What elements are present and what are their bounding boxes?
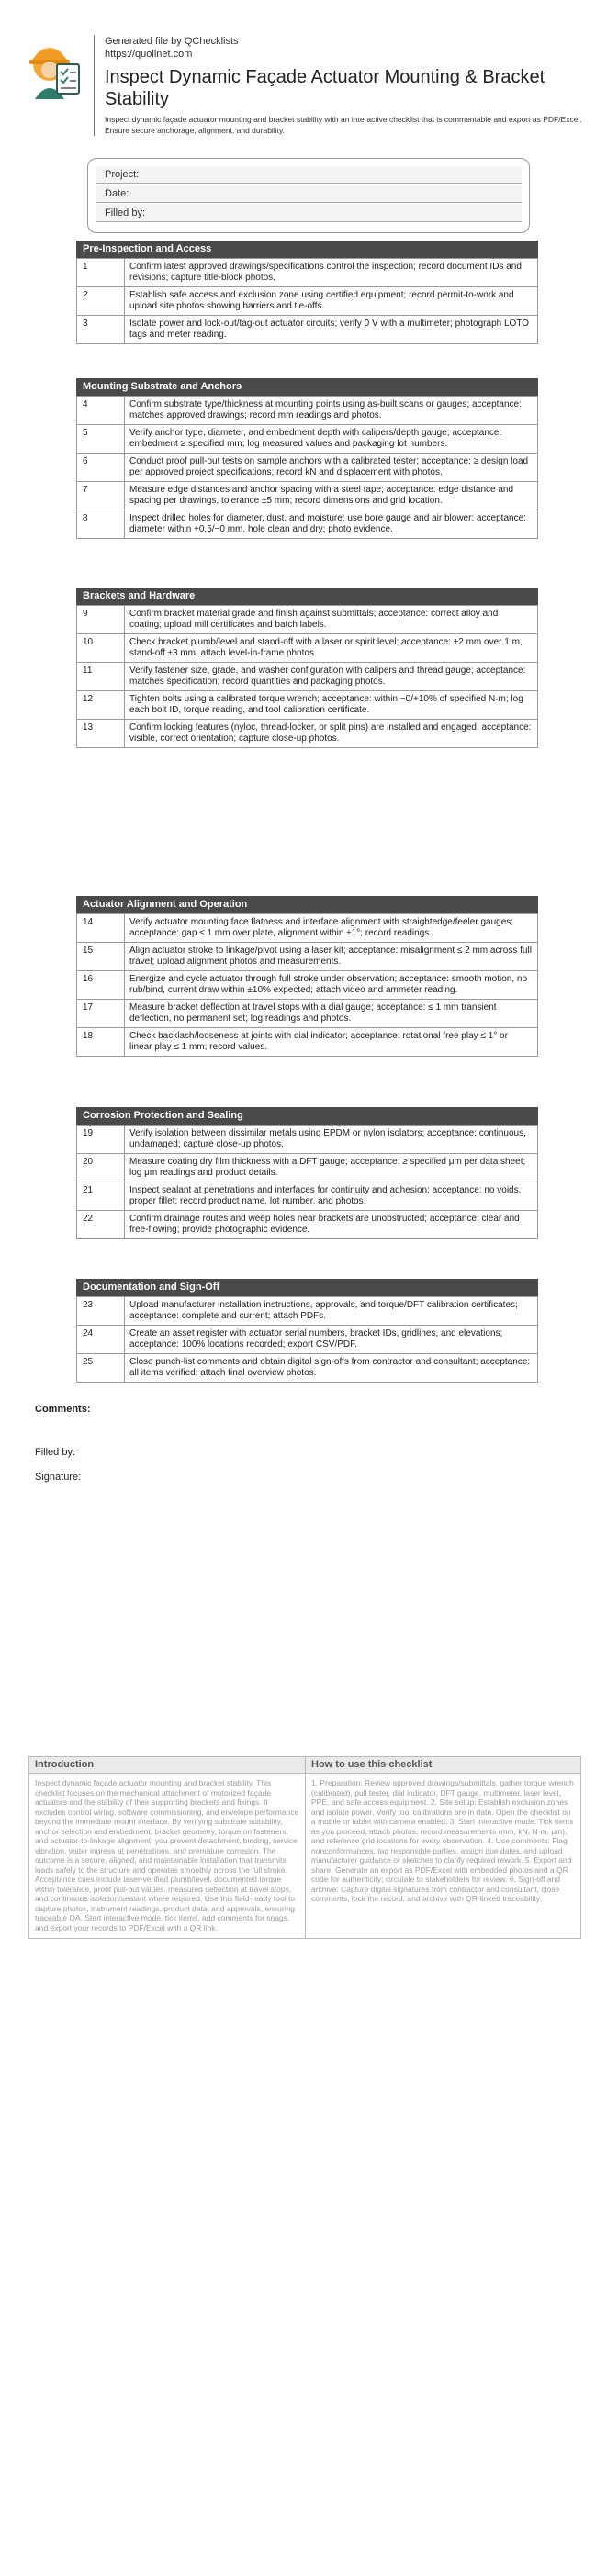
item-number: 17 xyxy=(77,1000,125,1028)
section-title: Actuator Alignment and Operation xyxy=(76,896,538,913)
checklist-table xyxy=(76,605,538,748)
table-row[interactable] xyxy=(77,1211,538,1239)
table-row[interactable] xyxy=(77,1126,538,1154)
item-number: 14 xyxy=(77,914,125,943)
section-title: Mounting Substrate and Anchors xyxy=(76,378,538,396)
info-panel xyxy=(28,1756,581,1939)
page-subtitle: Inspect dynamic façade actuator mounting and bracket stability with an interactive checklist that is commentable and export as PDF/Excel. Ensure secure anchorage, alignment, and durability. xyxy=(105,115,582,135)
table-row[interactable] xyxy=(77,397,538,425)
item-number: 25 xyxy=(77,1354,125,1383)
table-row[interactable] xyxy=(77,482,538,510)
item-text: Measure coating dry film thickness with a DFT gauge; acceptance: ≥ specified μm per data sheet; log μm readings and product details. xyxy=(125,1154,538,1182)
checklist-table xyxy=(76,396,538,539)
item-number: 7 xyxy=(77,482,125,510)
table-row[interactable] xyxy=(77,425,538,454)
project-info-box xyxy=(87,158,530,233)
item-number: 16 xyxy=(77,971,125,1000)
table-row[interactable] xyxy=(77,510,538,539)
item-number: 22 xyxy=(77,1211,125,1239)
checklist-table xyxy=(76,1296,538,1383)
item-text: Confirm latest approved drawings/specifications control the inspection; record document IDs and revisions; capture title-block photos. xyxy=(125,259,538,287)
item-text: Confirm substrate type/thickness at mounting points using as-built scans or gauges; acceptance: matches approved drawings; record mm readings and photos. xyxy=(125,397,538,425)
table-row[interactable] xyxy=(77,1000,538,1028)
item-text: Close punch-list comments and obtain digital sign-offs from contractor and consultant; acceptance: all items verified; attach final overview photos. xyxy=(125,1354,538,1383)
item-number: 6 xyxy=(77,454,125,482)
section-brackets-hardware xyxy=(76,588,538,748)
item-number: 23 xyxy=(77,1297,125,1326)
item-text: Check backlash/looseness at joints with dial indicator; acceptance: rotational free play ≤ 1° or linear play ≤ 1 mm; record values. xyxy=(125,1028,538,1057)
item-number: 11 xyxy=(77,663,125,691)
section-title: Documentation and Sign-Off xyxy=(76,1279,538,1296)
table-row[interactable] xyxy=(77,454,538,482)
table-row[interactable] xyxy=(77,1326,538,1354)
item-number: 21 xyxy=(77,1182,125,1211)
section-documentation-signoff xyxy=(76,1279,538,1383)
item-text: Confirm drainage routes and weep holes near brackets are unobstructed; acceptance: clear and free-flowing; provide photographic evidence. xyxy=(125,1211,538,1239)
item-number: 13 xyxy=(77,720,125,748)
item-text: Measure bracket deflection at travel stops with a dial gauge; acceptance: ≤ 1 mm transient deflection, no permanent set; log readings and photos. xyxy=(125,1000,538,1028)
item-number: 9 xyxy=(77,606,125,634)
filled-by-field[interactable]: Filled by: xyxy=(96,205,522,222)
item-text: Establish safe access and exclusion zone using certified equipment; record permit-to-work and upload site photos showing barriers and tie-offs. xyxy=(125,287,538,316)
page-title: Inspect Dynamic Façade Actuator Mounting & Bracket Stability xyxy=(105,67,545,109)
item-text: Confirm locking features (nyloc, thread-locker, or split pins) are installed and engaged; acceptance: visible, correct orientation; capture close-up photos. xyxy=(125,720,538,748)
table-row[interactable] xyxy=(77,259,538,287)
checklist-table xyxy=(76,913,538,1057)
generated-by-text: Generated file by QChecklists xyxy=(105,36,239,47)
source-url[interactable]: https://quollnet.com xyxy=(105,49,193,60)
table-row[interactable] xyxy=(77,691,538,720)
item-text: Measure edge distances and anchor spacing with a steel tape; acceptance: edge distance and spacing per drawings, tolerance ±5 mm; record dimensions and grid location. xyxy=(125,482,538,510)
table-row[interactable] xyxy=(77,287,538,316)
date-field[interactable]: Date: xyxy=(96,185,522,203)
section-mounting-substrate xyxy=(76,378,538,539)
item-text: Upload manufacturer installation instructions, approvals, and torque/DFT calibration certificates; acceptance: complete and current; attach PDFs. xyxy=(125,1297,538,1326)
item-text: Conduct proof pull-out tests on sample anchors with a calibrated tester; acceptance: ≥ design load per approved project specifications; record kN and displacement with photos. xyxy=(125,454,538,482)
item-text: Confirm bracket material grade and finish against submittals; acceptance: correct alloy and coating; upload mill certificates and batch labels. xyxy=(125,606,538,634)
how-to-text: 1. Preparation: Review approved drawings/submittals, gather torque wrench (calibrated), pull tester, dial indicator, DFT gauge, multimeter, laser level, PPE, and safe access equipment. 2. Site setup: Establish exclusion zones and isolate power. Verify tool calibrations are in date. Open the checklist on a mobile or tablet with camera enabled. 3. Start interactive mode: Tick items as you proceed, attach photos, record measurements (mm, kN, N·m, μm), and reference grid locations for every observation. 4. Use comments: Flag nonconformances, tag responsible parties, assign due dates, and upload manufacturer guidance or sketches to clarify required rework. 5. Export and share: Generate an export as PDF/Excel with embedded photos and a QR code for authenticity; circulate to stakeholders for review. 6. Sign-off and archive: Capture digital signatures from contractor and consultant, close comments, lock the record, and archive with QR-linked traceability. xyxy=(311,1778,574,1903)
generator-info xyxy=(105,35,239,61)
table-row[interactable] xyxy=(77,943,538,971)
inspector-checklist-logo-icon xyxy=(29,37,86,99)
item-number: 2 xyxy=(77,287,125,316)
item-text: Verify anchor type, diameter, and embedment depth with calipers/depth gauge; acceptance: embedment ≥ specified mm; log measured values and packaging lot numbers. xyxy=(125,425,538,454)
introduction-title: Introduction xyxy=(29,1757,305,1774)
item-number: 19 xyxy=(77,1126,125,1154)
item-number: 5 xyxy=(77,425,125,454)
item-number: 4 xyxy=(77,397,125,425)
table-row[interactable] xyxy=(77,606,538,634)
item-number: 15 xyxy=(77,943,125,971)
item-number: 3 xyxy=(77,316,125,344)
checklist-table xyxy=(76,1125,538,1239)
item-number: 20 xyxy=(77,1154,125,1182)
item-text: Verify isolation between dissimilar metals using EPDM or nylon isolators; acceptance: continuous, undamaged; capture close-up photos. xyxy=(125,1126,538,1154)
section-title: Corrosion Protection and Sealing xyxy=(76,1107,538,1125)
checklist-table xyxy=(76,258,538,344)
project-field[interactable]: Project: xyxy=(96,166,522,184)
item-number: 18 xyxy=(77,1028,125,1057)
section-actuator-alignment xyxy=(76,896,538,1057)
item-text: Verify fastener size, grade, and washer configuration with calipers and thread gauge; acceptance: matches specification; record quantities and packaging photos. xyxy=(125,663,538,691)
section-pre-inspection xyxy=(76,241,538,344)
table-row[interactable] xyxy=(77,1354,538,1383)
table-row[interactable] xyxy=(77,1028,538,1057)
header-divider xyxy=(94,35,95,136)
comments-label: Comments: xyxy=(35,1404,91,1415)
item-text: Verify actuator mounting face flatness and interface alignment with straightedge/feeler gauges; acceptance: gap ≤ 1 mm over plate, alignment within ±1°; record readings. xyxy=(125,914,538,943)
item-text: Isolate power and lock-out/tag-out actuator circuits; verify 0 V with a multimeter; photograph LOTO tags and meter reading. xyxy=(125,316,538,344)
item-number: 8 xyxy=(77,510,125,539)
table-row[interactable] xyxy=(77,1182,538,1211)
table-row[interactable] xyxy=(77,720,538,748)
table-row[interactable] xyxy=(77,914,538,943)
section-title: Brackets and Hardware xyxy=(76,588,538,605)
table-row[interactable] xyxy=(77,663,538,691)
item-number: 1 xyxy=(77,259,125,287)
table-row[interactable] xyxy=(77,971,538,1000)
page-header xyxy=(29,35,580,145)
table-row[interactable] xyxy=(77,1297,538,1326)
item-number: 10 xyxy=(77,634,125,663)
item-text: Tighten bolts using a calibrated torque wrench; acceptance: within −0/+10% of specified N·m; log each bolt ID, torque reading, and tool calibration certificate. xyxy=(125,691,538,720)
section-title: Pre-Inspection and Access xyxy=(76,241,538,258)
how-to-title: How to use this checklist xyxy=(306,1757,580,1774)
table-row[interactable] xyxy=(77,634,538,663)
introduction-column xyxy=(29,1757,305,1938)
introduction-text: Inspect dynamic façade actuator mounting and bracket stability. This checklist focuses on the mechanical attachment of motorized façade actuators and the stability of their supporting brackets and fixings. It excludes control wiring, software commissioning, and envelope performance beyond the immediate mount interface. By verifying substrate suitability, anchor selection and embedment, bracket geometry, torque on fasteners, and actuator-to-linkage alignment, you prevent detachment, binding, service vibration, water ingress at penetrations, and premature corrosion. The outcome is a secure, aligned, and maintainable installation that transmits loads safely to the structure and operates smoothly across the full stroke. Acceptance cues include laser-verified plumb/level, documented torque within tolerance, proof pull-out values, measured deflection at travel stops, and continuous isolation/sealant where required. Use this field-ready tool to capture photos, instrument readings, product data, and approvals, ensuring traceable QA. Start interactive mode, tick items, add comments for snags, and export your records to PDF/Excel with a QR link. xyxy=(35,1778,299,1932)
item-text: Energize and cycle actuator through full stroke under observation; acceptance: smooth motion, no rub/bind, current draw within ±10% expected; attach video and ammeter reading. xyxy=(125,971,538,1000)
item-text: Inspect sealant at penetrations and interfaces for continuity and adhesion; acceptance: no voids, proper fillet; record product name, lot number, and photos. xyxy=(125,1182,538,1211)
filled-by-label: Filled by: xyxy=(35,1447,76,1458)
table-row[interactable] xyxy=(77,316,538,344)
item-text: Inspect drilled holes for diameter, dust, and moisture; use bore gauge and air blower; acceptance: diameter within +0.5/−0 mm, hole clean and dry; photo evidence. xyxy=(125,510,538,539)
how-to-column xyxy=(305,1757,580,1938)
item-text: Create an asset register with actuator serial numbers, bracket IDs, gridlines, and elevations; acceptance: 100% locations recorded; export CSV/PDF. xyxy=(125,1326,538,1354)
section-corrosion-protection xyxy=(76,1107,538,1239)
table-row[interactable] xyxy=(77,1154,538,1182)
item-number: 12 xyxy=(77,691,125,720)
item-number: 24 xyxy=(77,1326,125,1354)
item-text: Align actuator stroke to linkage/pivot using a laser kit; acceptance: misalignment ≤ 2 mm across full travel; upload alignment photos and measurements. xyxy=(125,943,538,971)
signature-label: Signature: xyxy=(35,1472,82,1483)
item-text: Check bracket plumb/level and stand-off with a laser or spirit level; acceptance: ±2 mm over 1 m, stand-off ±3 mm; attach level-in-frame photos. xyxy=(125,634,538,663)
